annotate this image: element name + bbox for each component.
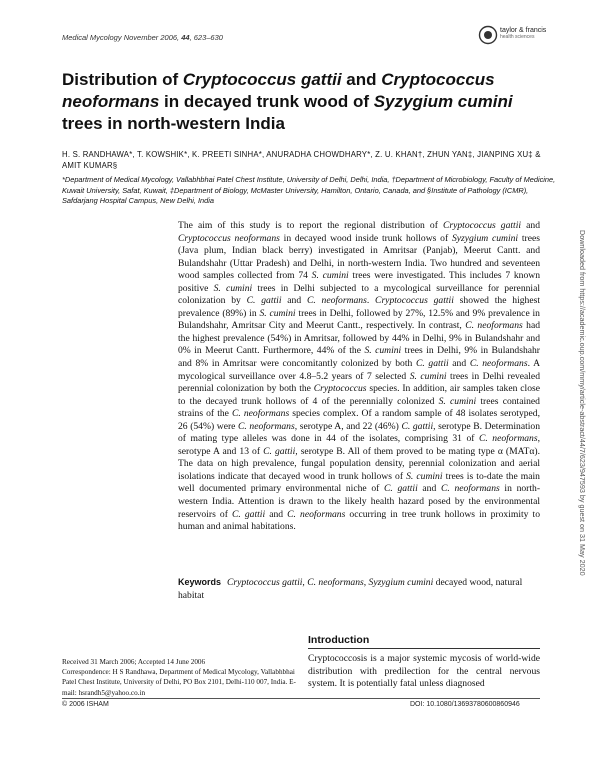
- abstract: The aim of this study is to report the regional distribution of Cryptococcus gattii and Cryptococcus neoformans in decayed wood inside trunk hollows of Syzygium cumini trees (Java plum, Indian black berry) investigated in Amritsar (Panjab), Meerut Cantt. and Bulandshahr (Uttar Pradesh) and Delhi, in north-western India. Two hundred and seventeen wood samples collected from 74 S. cumini trees were investigated. This includes 7 known positive S. cumini trees in Delhi subjected to a mycological surveillance for perennial colonization by C. gattii and C. neoformans. Cryptococcus gattii showed the highest prevalence (89%) in S. cumini trees in Delhi, followed by 27%, 12.5% and 9% prevalence in Bulandshahr, Amritsar City and Meerut Cantt., respectively. In contrast, C. neoformans had the highest prevalence (54%) in Amritsar, followed by 44% in Delhi, 9% in Bulandshahr and 0% in Meerut Cantt. Furthermore, 44% of the S. cumini trees in Delhi, 9% in Bulandshahr and 8% in Amritsar were concomitantly colonized by both C. gattii and C. neoformans. A mycological surveillance over 4.8–5.2 years of 7 selected S. cumini trees in Delhi revealed perennial colonization by both the Cryptococcus species. In addition, air samples taken close to the decayed trunk hollows of 4 of the perennially colonized S. cumini trees contained strains of the C. neoformans species complex. Of a random sample of 48 isolates serotyped, 26 (54%) were C. neoformans, serotype A, and 22 (46%) C. gattii, serotype B. Determination of mating type alleles was done in 44 of the isolates, comprising 31 of C. neoformans, serotype A and 13 of C. gattii, serotype B. All of them proved to be mating type α (MATα). The data on high prevalence, fungal population density, perennial colonization and aerial isolations indicate that decayed wood in trunk hollows of S. cumini trees is to-date the main well documented primary environmental niche of C. gattii and C. neoformans in north-western India. Attention is drawn to the likely health hazard posed by the environmental reservoirs of C. gattii and C. neoformans occurring in tree trunk hollows in proximity to human and animal habitations.: [178, 220, 541, 533]
- doi[interactable]: DOI: 10.1080/13693780600860946: [410, 701, 520, 708]
- affiliations: *Department of Medical Mycology, Vallabhbhai Patel Chest Institute, University of Delhi, Delhi, India, †Department of Microbiology, Faculty of Medicine, Kuwait University, Safat, Kuwait, ‡Department of Biology, McMaster University, Hamilton, Ontario, Canada, and §Institute of Pathology (ICMR), Safdarjang Hospital Campus, New Delhi, India: [62, 175, 556, 206]
- journal-citation: [62, 33, 223, 42]
- journal-name: Medical Mycology: [62, 33, 122, 42]
- keywords: Keywords Cryptococcus gattii, C. neoformans, Syzygium cumini decayed wood, natural habitat: [178, 577, 523, 601]
- publisher-subtitle: health sciences: [500, 34, 535, 40]
- received-info: [62, 657, 302, 698]
- journal-volume: 44: [181, 33, 190, 42]
- correspondence: Correspondence: H S Randhawa, Department of Medical Mycology, Vallabhbhai Patel Chest Institute, University of Delhi, PO Box 2101, Delhi-110 007, India. E-mail: hsrandh5@yahoo.co.in: [62, 668, 296, 697]
- introduction-text: Cryptococcosis is a major systemic mycosis of world-wide distribution with predilection for the central nervous system. It is potentially fatal unless diagnosed: [308, 653, 540, 689]
- keywords-label: Keywords: [178, 577, 222, 587]
- publisher-logo-text: [500, 27, 546, 41]
- footer-divider: [62, 698, 540, 699]
- journal-issue: November 2006,: [121, 33, 182, 42]
- article-title: Distribution of Cryptococcus gattii and Cryptococcus neoformans in decayed trunk wood of Syzygium cumini trees in north-western India: [62, 70, 513, 133]
- publisher-logo: [478, 24, 550, 48]
- received-dates: Received 31 March 2006; Accepted 14 June 2006: [62, 658, 206, 666]
- download-watermark: [578, 230, 588, 690]
- journal-pages: , 623–630: [189, 33, 223, 42]
- download-notice[interactable]: Downloaded from https://academic.oup.com/mmy/article-abstract/44/7/623/947593 by guest on 31 May 2020: [578, 230, 587, 576]
- author-list: H. S. RANDHAWA*, T. KOWSHIK*, K. PREETI SINHA*, ANURADHA CHOWDHARY*, Z. U. KHAN†, ZHUN YAN‡, JIANPING XU‡ & AMIT KUMAR§: [62, 150, 541, 170]
- section-heading-introduction: Introduction: [308, 634, 370, 646]
- publisher-name: taylor & francis: [500, 27, 547, 34]
- publisher-logo-icon: [478, 25, 498, 45]
- copyright: © 2006 ISHAM: [62, 701, 109, 708]
- section-divider: [308, 648, 540, 649]
